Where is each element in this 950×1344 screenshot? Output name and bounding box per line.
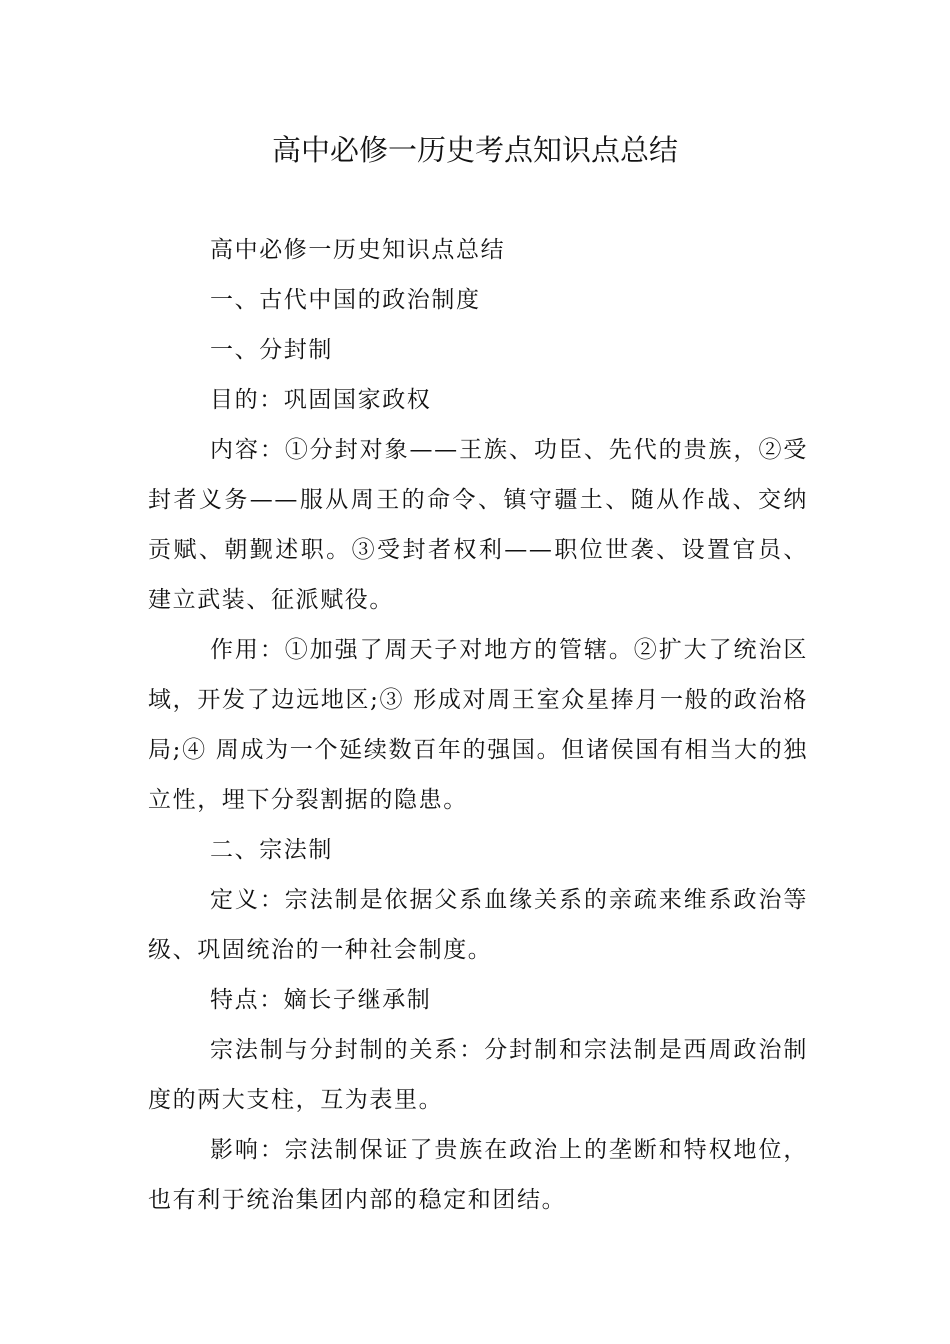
paragraph-fengjian-purpose: 目的：巩固国家政权 — [210, 387, 432, 413]
document-title: 高中必修一历史考点知识点总结 — [271, 133, 678, 167]
paragraph-zongfa-definition: 定义：宗法制是依据父系血缘关系的亲疏来维系政治等级、巩固统治的一种社会制度。 — [148, 887, 808, 963]
paragraph-fengjian-content: 内容：①分封对象——王族、功臣、先代的贵族，②受封者义务——服从周王的命令、镇守疆土、随从作战、交纳贡赋、朝觐述职。③受封者权利——职位世袭、设置官员、建立武装、征派赋役。 — [148, 437, 808, 613]
paragraph-zongfa-feature: 特点：嫡长子继承制 — [210, 987, 432, 1013]
paragraph-zongfa-relation: 宗法制与分封制的关系：分封制和宗法制是西周政治制度的两大支柱，互为表里。 — [148, 1037, 808, 1113]
paragraph-zongfa-impact: 影响：宗法制保证了贵族在政治上的垄断和特权地位，也有利于统治集团内部的稳定和团结。 — [148, 1137, 808, 1213]
document-body — [148, 225, 808, 1225]
paragraph-fengjian-heading: 一、分封制 — [210, 337, 333, 363]
paragraph-fengjian-effect: 作用：①加强了周天子对地方的管辖。②扩大了统治区域，开发了边远地区;③ 形成对周王室众星捧月一般的政治格局;④ 周成为一个延续数百年的强国。但诸侯国有相当大的独立性，埋下分裂割据的隐患。 — [148, 637, 808, 813]
paragraph-zongfa-heading: 二、宗法制 — [210, 837, 333, 863]
paragraph-section-heading: 一、古代中国的政治制度 — [210, 287, 481, 313]
paragraph-summary-heading: 高中必修一历史知识点总结 — [210, 237, 506, 263]
